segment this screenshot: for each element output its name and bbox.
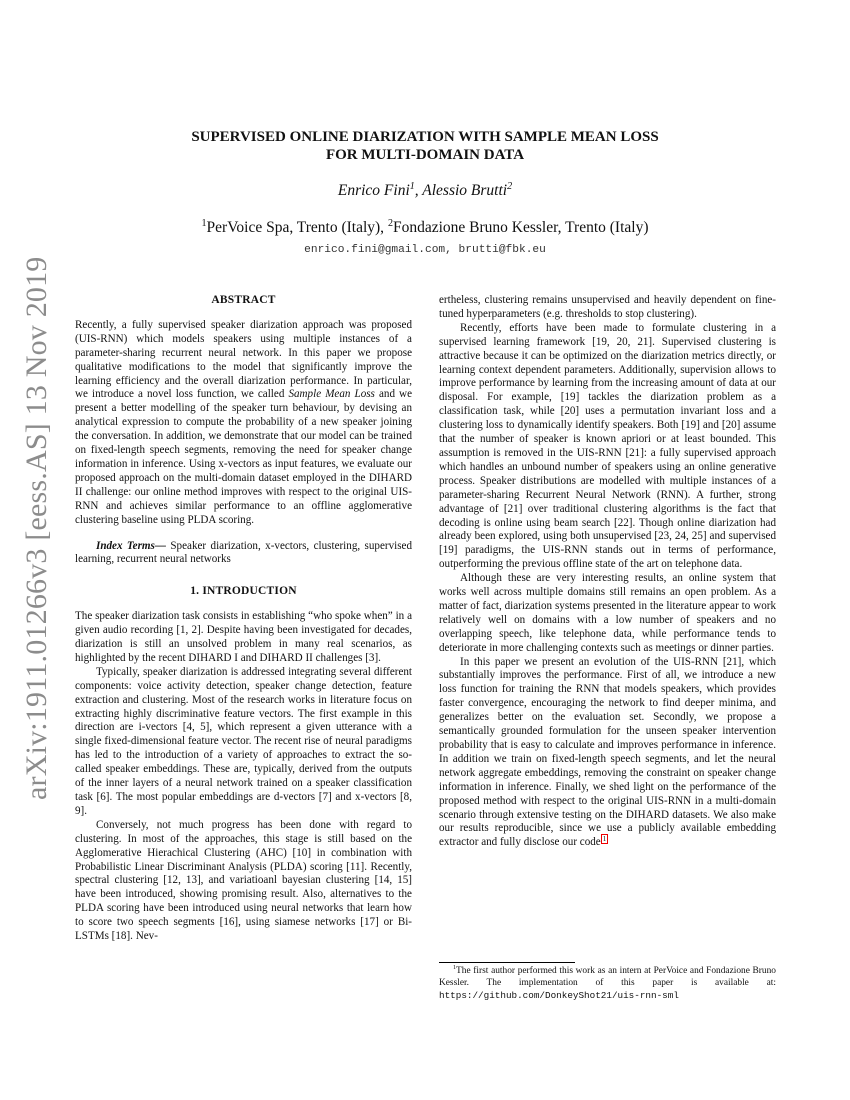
- footnote-link[interactable]: 1: [602, 834, 607, 843]
- abstract-text: [75, 319, 412, 528]
- abstract-text-part: Recently, a fully supervised speaker diarization approach was proposed (UIS-RNN) which models speakers using multiple instances of a parameter-sharing recurrent neural network. In this paper we propose qualitative modifications to the model that significantly improve the learning efficiency and the overall diarization performance. In particular, we introduce a novel loss function, we called: [75, 318, 412, 401]
- author-list: [0, 182, 850, 200]
- footnote-text: The first author performed this work as an intern at PerVoice and Fondazione Bruno Kessler. The implementation of this paper is available at:: [439, 966, 776, 988]
- abstract-text-part: and we present a better modelling of the speaker turn behaviour, by devising an analytical expression to compute the probability of a new speaker joining the conversation. In addition, we demonstrate that our model can be trained on fixed-length speech segments, removing the need for speaker change information in inference. Using x-vectors as input features, we evaluate our proposed approach on the multi-domain dataset employed in the DIHARD II challenge: our online method improves with respect to the original UIS-RNN and achieves similar performance to an offline agglomerative clustering baseline using PLDA scoring.: [75, 388, 412, 526]
- affiliation-fbk: Fondazione Bruno Kessler, Trento (Italy): [392, 219, 649, 236]
- affiliations: [0, 219, 850, 237]
- footnote-mark: 1: [453, 964, 457, 971]
- footnote: [439, 966, 776, 1002]
- title-line-2: FOR MULTI-DOMAIN DATA: [325, 147, 525, 163]
- index-terms: [75, 540, 412, 568]
- author-name: Enrico Fini: [337, 182, 410, 199]
- arxiv-identifier-stamp: arXiv:1911.01266v3 [eess.AS] 13 Nov 2019: [20, 256, 53, 800]
- body-paragraph: Although these are very interesting results, an online system that works well across multiple domains still remains an open problem. As a matter of fact, diarization systems presented in the literature appear to work relatively well on domains with a low number of speakers and no overlapping speech, like telephone data, while performance tends to deteriorate in more challenging contexts such as meetings or dinner parties.: [439, 572, 776, 654]
- footnote-divider: [439, 962, 575, 963]
- body-paragraph-text: In this paper we present an evolution of the UIS-RNN [21], which substantially improves the performance. First of all, we introduce a new loss function for training the RNN that models speakers, which provides faster convergence, encouraging the network to find deeper minima, and generalizes better on the evaluation set. Secondly, we propose a semantically grounded formulation for the unseen speaker intervention probability that is easy to calculate and improves performance in inference. In addition we train on fixed-length speech segments, and let the neural network aggregate embeddings, removing the constraint on speaker change information in inference. Finally, we shed light on the performance of the proposed method with respect to the original UIS-RNN in a multi-domain scenario through extensive testing on the DIHARD datasets. We also make our results reproducible, since we use a publicly available embedding extractor and fully disclose our code: [439, 655, 776, 849]
- affiliation-mark: 2: [387, 217, 393, 229]
- abstract-heading: ABSTRACT: [211, 294, 276, 306]
- code-repository-link[interactable]: https://github.com/DonkeyShot21/uis-rnn-sml: [439, 989, 679, 1001]
- title-line-1: SUPERVISED ONLINE DIARIZATION WITH SAMPLE MEAN LOSS: [191, 129, 659, 145]
- author-separator: ,: [414, 182, 423, 199]
- author-affiliation-mark: 1: [409, 180, 415, 192]
- author-emails: enrico.fini@gmail.com, brutti@fbk.eu: [304, 244, 546, 256]
- left-column: [75, 294, 412, 944]
- intro-paragraph: Conversely, not much progress has been done with regard to clustering. In most of the approaches, this stage is still based on the Agglomerative Hierachical Clustering (AHC) [10] in combination with Probabilistic Linear Discriminant Analysis (PLDA) scoring [11]. Recently, spectral clustering [12, 13], and variatioanl bayesian clustering [14, 15] have been introduced, showing promising result. Also, alternatives to the PLDA scoring have been introduced using neural networks that learn how to score two speech segments [16], using siamese networks [17] or Bi-LSTMs [18]. Nev-: [75, 818, 412, 943]
- body-paragraph: Recently, efforts have been made to formulate clustering in a supervised learning framework [19, 20, 21]. Supervised clustering is attractive because it can be optimized on the diarization metrics directly, or learning context dependent parameters. Additionally, supervision allows to improve performance by learning from the increasing amount of data at our disposal. For example, [19] tackles the diarization problem as a classification task, while [20] uses a permutation invariant loss and a clustering loss to dynamically identify speakers. Both [19] and [20] assume that the number of speaker is known apriori or at least bounded. This assumption is removed in the UIS-RNN [21]: a fully supervised approach which handles an unbound number of speakers using an online generative process. Speaker distributions are modelled with multiple instances of a parameter-sharing Recurrent Neural Network (RNN). A further, strong advantage of [21] over traditional clustering algorithms is the fact that decoding is online using beam search [22]. Though online diarization had already been explored, using both unsupervised [23, 24, 25] and supervised [19] paradigms, the UIS-RNN stands out in terms of performance, outperforming the previous offline state of the art on telephone data.: [439, 321, 776, 571]
- author-affiliation-mark: 2: [507, 180, 513, 192]
- index-terms-text: Speaker diarization, x-vectors, clustering, supervised learning, recurrent neural networks: [75, 539, 412, 566]
- introduction-heading: 1. INTRODUCTION: [190, 585, 297, 598]
- right-column: [439, 294, 776, 850]
- intro-paragraph: The speaker diarization task consists in establishing “who spoke when” in a given audio recording [1, 2]. Despite having been investigated for decades, diarization is still an unsolved problem in many real scenarios, as highlighted by the recent DIHARD I and DIHARD II challenges [3].: [75, 610, 412, 664]
- abstract-emphasis: Sample Mean Loss: [288, 388, 375, 401]
- index-terms-label: Index Terms—: [96, 539, 166, 552]
- author-name: Alessio Brutti: [422, 182, 508, 199]
- paper-title: [0, 128, 850, 164]
- affiliation-mark: 1: [201, 217, 207, 229]
- body-paragraph: [439, 656, 776, 851]
- affiliation-pervoice: PerVoice Spa, Trento (Italy),: [206, 219, 388, 236]
- body-paragraph: ertheless, clustering remains unsupervised and heavily dependent on fine-tuned hyperparameters (e.g. thresholds to stop clustering).: [439, 294, 776, 320]
- intro-paragraph: Typically, speaker diarization is addressed integrating several different components: voice activity detection, speaker change detection, feature extraction and clustering. Most of the research works in literature focus on extracting highly discriminative feature vectors. The first example in this direction are i-vectors [4, 5], which represent a given utterance with a single fixed-dimensional feature vector. The recent rise of neural paradigms has led to the introduction of a variety of approaches to extract the so-called speaker embeddings. These are, typically, derived from the outputs of the inner layers of a neural network trained on a speaker classification task [6]. The most popular embeddings are d-vectors [7] and x-vectors [8, 9].: [75, 665, 412, 817]
